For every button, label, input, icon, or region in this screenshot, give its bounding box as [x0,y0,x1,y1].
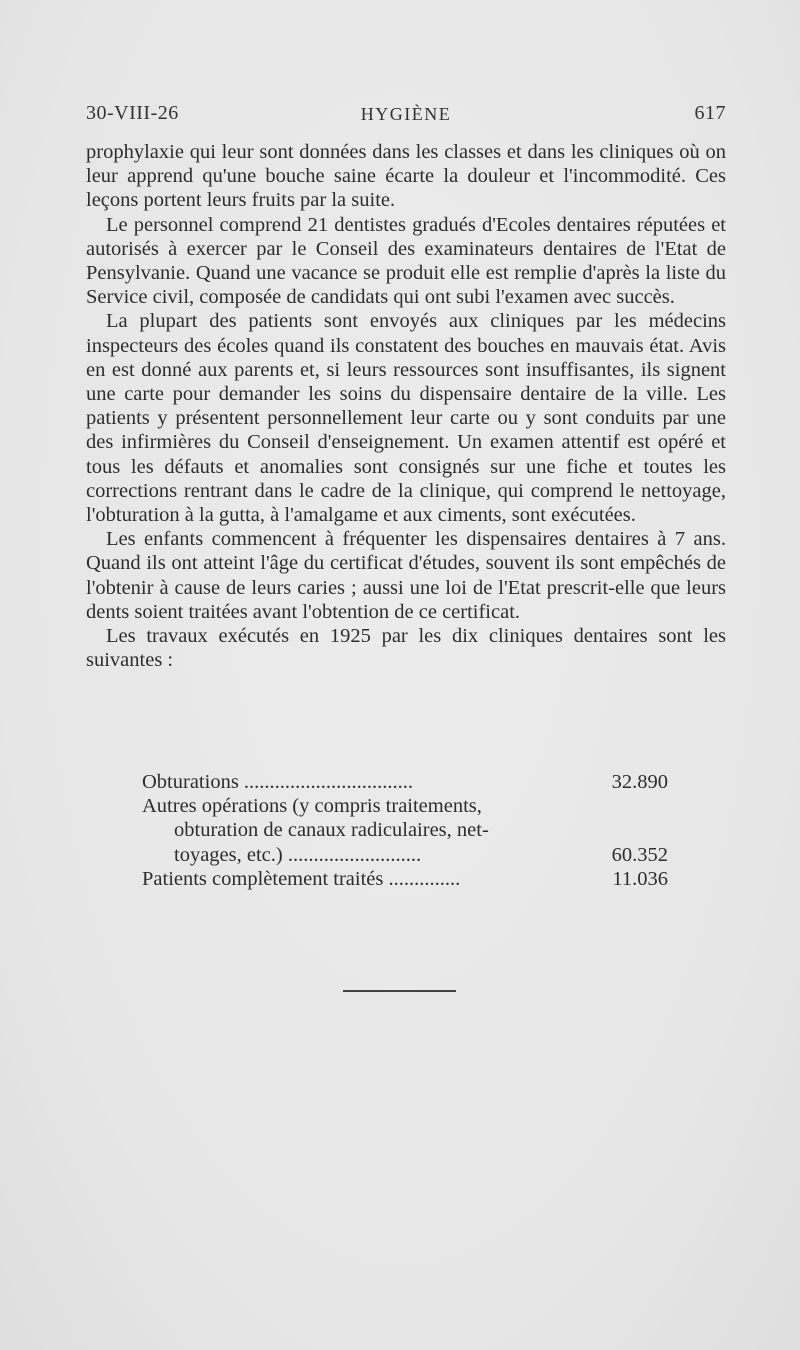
row-value-autres: 60.352 [611,843,668,866]
row-label-autres-b: obturation de canaux radiculaires, net- [174,819,489,842]
row-value-patients: 11.036 [612,867,668,890]
running-header [86,102,726,130]
header-date: 30-VIII-26 [86,102,179,124]
table-row [142,794,668,818]
row-label-autres-a: Autres opérations (y compris traitements, [142,795,482,818]
paragraph-5: Les travaux exécutés en 1925 par les dix cliniques dentaires sont les suivantes : [86,625,726,672]
table-row [142,867,668,891]
paragraph-4: Les enfants commencent à fréquenter les dispensaires dentaires à 7 ans. Quand ils ont atteint l'âge du certificat d'études, souvent ils sont empêchés de l'obtenir à cause de leurs caries ; aussi une loi de l'Etat prescrit-elle que leurs dents soient traitées avant l'obtention de ce certificat. [86,528,726,623]
row-value-obturations: 32.890 [611,771,668,793]
paragraph-2: Le personnel comprend 21 dentistes gradués d'Ecoles dentaires réputées et autorisés à exercer par le Conseil des examinateurs dentaires de l'Etat de Pensylvanie. Quand une vacance se produit elle est remplie d'après la liste du Service civil, composée de candidats qui ont subi l'examen avec succès. [86,213,726,309]
row-label-patients: Patients complètement traités .............. [142,867,461,890]
table-row [142,843,668,867]
row-label-obturations: Obturations ................................. [142,771,414,793]
table-row [142,818,668,842]
paragraph-3: La plupart des patients sont envoyés aux cliniques par les médecins inspecteurs des écoles quand ils constatent des bouches en mauvais état. Avis en est donné aux parents et, si leurs ressources sont insuffisantes, ils signent une carte pour demander les soins du dispensaire dentaire de la ville. Les patients y présentent personnellement leur carte ou y sont conduits par une des infirmières du Conseil d'enseignement. Un examen attentif est opéré et tous les défauts et anomalies sont consignés sur une fiche et toutes les corrections rentrant dans le cadre de la clinique, qui comprend le nettoyage, l'obturation à la gutta, à l'amalgame et aux ciments, sont exécutées. [86,310,726,527]
row-label-autres-c: toyages, etc.) .......................... [174,843,422,866]
page-number: 617 [694,102,726,124]
end-rule [343,990,456,992]
table-row [142,770,668,794]
header-title: HYGIÈNE [360,104,452,124]
body-text [86,140,726,672]
statistics-table [142,770,668,891]
paragraph-1: prophylaxie qui leur sont données dans les classes et dans les cliniques où on leur apprend qu'une bouche saine écarte la douleur et l'incommodité. Ces leçons portent leurs fruits par la suite. [86,141,726,212]
